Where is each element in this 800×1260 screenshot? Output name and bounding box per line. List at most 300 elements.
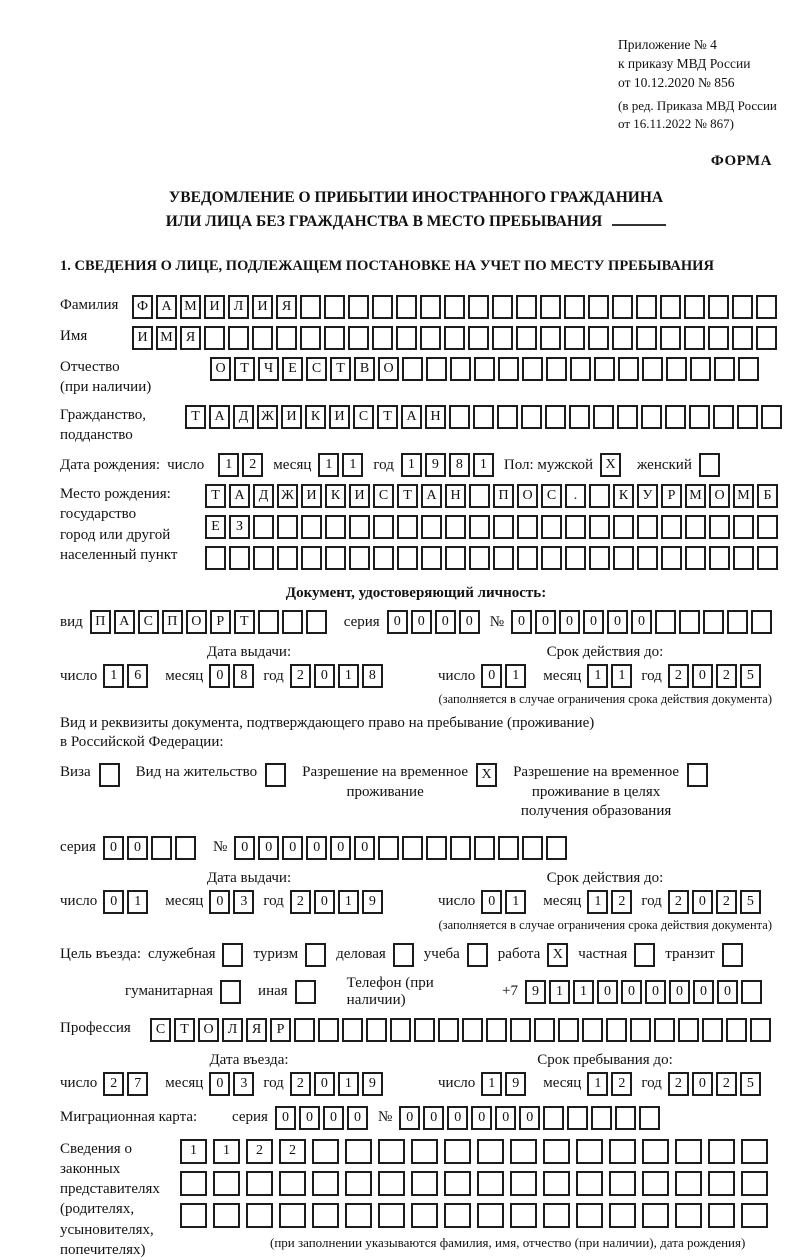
identity-issue-day-input[interactable] — [103, 664, 151, 688]
char-cell[interactable]: 1 — [318, 453, 339, 477]
char-cell[interactable]: П — [162, 610, 183, 634]
birthplace-line3-input[interactable] — [205, 546, 781, 570]
char-cell[interactable] — [685, 515, 706, 539]
char-cell[interactable] — [438, 1018, 459, 1042]
char-cell[interactable] — [534, 1018, 555, 1042]
char-cell[interactable] — [543, 1171, 570, 1196]
char-cell[interactable] — [708, 295, 729, 319]
char-cell[interactable] — [378, 836, 399, 860]
char-cell[interactable] — [564, 326, 585, 350]
identity-valid-year-input[interactable] — [668, 664, 764, 688]
char-cell[interactable] — [591, 1106, 612, 1130]
char-cell[interactable] — [402, 357, 423, 381]
char-cell[interactable] — [469, 484, 490, 508]
stay-day-input[interactable] — [481, 1072, 529, 1096]
identity-doc-type-input[interactable] — [90, 610, 330, 634]
char-cell[interactable]: В — [354, 357, 375, 381]
resident-issue-day-input[interactable] — [103, 890, 151, 914]
char-cell[interactable]: 0 — [559, 610, 580, 634]
char-cell[interactable] — [486, 1018, 507, 1042]
char-cell[interactable] — [521, 405, 542, 429]
char-cell[interactable]: Я — [180, 326, 201, 350]
char-cell[interactable]: Б — [757, 484, 778, 508]
identity-number-input[interactable] — [511, 610, 775, 634]
char-cell[interactable]: 0 — [314, 890, 335, 914]
purpose-study-checkbox[interactable] — [467, 943, 491, 967]
char-cell[interactable] — [349, 515, 370, 539]
char-cell[interactable]: 1 — [587, 664, 608, 688]
char-cell[interactable] — [751, 610, 772, 634]
char-cell[interactable]: 2 — [290, 664, 311, 688]
char-cell[interactable]: М — [180, 295, 201, 319]
char-cell[interactable] — [492, 295, 513, 319]
char-cell[interactable] — [713, 405, 734, 429]
char-cell[interactable] — [558, 1018, 579, 1042]
representatives-line3-input[interactable] — [180, 1203, 774, 1228]
char-cell[interactable]: О — [198, 1018, 219, 1042]
char-cell[interactable]: 0 — [314, 664, 335, 688]
char-cell[interactable] — [618, 357, 639, 381]
char-cell[interactable]: С — [138, 610, 159, 634]
char-cell[interactable] — [654, 1018, 675, 1042]
char-cell[interactable]: 0 — [258, 836, 279, 860]
char-cell[interactable] — [714, 357, 735, 381]
char-cell[interactable]: 0 — [669, 980, 690, 1004]
char-cell[interactable] — [733, 515, 754, 539]
char-cell[interactable]: Н — [445, 484, 466, 508]
migration-seriya-input[interactable] — [275, 1106, 371, 1130]
char-cell[interactable]: 1 — [587, 1072, 608, 1096]
char-cell[interactable]: Т — [397, 484, 418, 508]
char-cell[interactable] — [420, 295, 441, 319]
char-cell[interactable] — [246, 1171, 273, 1196]
char-cell[interactable] — [397, 515, 418, 539]
char-cell[interactable]: 0 — [645, 980, 666, 1004]
char-cell[interactable] — [180, 1171, 207, 1196]
char-cell[interactable]: Т — [377, 405, 398, 429]
char-cell[interactable] — [372, 295, 393, 319]
char-cell[interactable]: 0 — [717, 980, 738, 1004]
char-cell[interactable] — [617, 405, 638, 429]
char-cell[interactable] — [510, 1018, 531, 1042]
char-cell[interactable]: К — [325, 484, 346, 508]
char-cell[interactable] — [699, 453, 720, 477]
char-cell[interactable] — [444, 326, 465, 350]
char-cell[interactable]: 2 — [103, 1072, 124, 1096]
char-cell[interactable]: 0 — [103, 836, 124, 860]
char-cell[interactable] — [151, 836, 172, 860]
char-cell[interactable]: 0 — [299, 1106, 320, 1130]
char-cell[interactable] — [709, 515, 730, 539]
purpose-transit-checkbox[interactable] — [722, 943, 746, 967]
char-cell[interactable] — [708, 1171, 735, 1196]
char-cell[interactable]: 2 — [716, 1072, 737, 1096]
char-cell[interactable]: У — [637, 484, 658, 508]
char-cell[interactable] — [348, 326, 369, 350]
char-cell[interactable] — [325, 546, 346, 570]
char-cell[interactable] — [312, 1203, 339, 1228]
char-cell[interactable] — [204, 326, 225, 350]
char-cell[interactable] — [220, 980, 241, 1004]
char-cell[interactable]: . — [565, 484, 586, 508]
char-cell[interactable]: 0 — [447, 1106, 468, 1130]
char-cell[interactable]: 2 — [716, 664, 737, 688]
char-cell[interactable] — [666, 357, 687, 381]
char-cell[interactable] — [349, 546, 370, 570]
char-cell[interactable] — [546, 836, 567, 860]
char-cell[interactable]: И — [204, 295, 225, 319]
char-cell[interactable]: О — [186, 610, 207, 634]
char-cell[interactable] — [543, 1203, 570, 1228]
char-cell[interactable] — [300, 295, 321, 319]
char-cell[interactable] — [469, 515, 490, 539]
char-cell[interactable] — [493, 546, 514, 570]
char-cell[interactable]: И — [349, 484, 370, 508]
char-cell[interactable]: 0 — [511, 610, 532, 634]
char-cell[interactable]: И — [301, 484, 322, 508]
char-cell[interactable] — [348, 295, 369, 319]
char-cell[interactable] — [684, 295, 705, 319]
birth-day-input[interactable] — [218, 453, 266, 477]
char-cell[interactable]: М — [685, 484, 706, 508]
char-cell[interactable]: 9 — [525, 980, 546, 1004]
char-cell[interactable] — [564, 295, 585, 319]
char-cell[interactable] — [741, 1171, 768, 1196]
char-cell[interactable] — [540, 295, 561, 319]
char-cell[interactable] — [477, 1203, 504, 1228]
char-cell[interactable] — [732, 295, 753, 319]
char-cell[interactable] — [588, 295, 609, 319]
char-cell[interactable] — [609, 1171, 636, 1196]
char-cell[interactable]: А — [209, 405, 230, 429]
char-cell[interactable]: 0 — [692, 890, 713, 914]
char-cell[interactable] — [462, 1018, 483, 1042]
char-cell[interactable]: Т — [330, 357, 351, 381]
sex-male-checkbox[interactable] — [600, 453, 624, 477]
char-cell[interactable] — [468, 295, 489, 319]
resident-number-input[interactable] — [234, 836, 570, 860]
char-cell[interactable] — [543, 1106, 564, 1130]
char-cell[interactable]: 0 — [347, 1106, 368, 1130]
char-cell[interactable] — [613, 546, 634, 570]
char-cell[interactable] — [756, 326, 777, 350]
char-cell[interactable] — [576, 1139, 603, 1164]
char-cell[interactable] — [265, 763, 286, 787]
char-cell[interactable]: 2 — [611, 1072, 632, 1096]
char-cell[interactable] — [306, 610, 327, 634]
char-cell[interactable] — [606, 1018, 627, 1042]
char-cell[interactable] — [545, 405, 566, 429]
char-cell[interactable] — [609, 1139, 636, 1164]
purpose-official-checkbox[interactable] — [222, 943, 246, 967]
char-cell[interactable] — [675, 1139, 702, 1164]
char-cell[interactable]: П — [493, 484, 514, 508]
char-cell[interactable] — [708, 326, 729, 350]
char-cell[interactable] — [277, 546, 298, 570]
char-cell[interactable] — [180, 1203, 207, 1228]
char-cell[interactable]: 0 — [387, 610, 408, 634]
char-cell[interactable]: 0 — [692, 664, 713, 688]
char-cell[interactable] — [565, 515, 586, 539]
char-cell[interactable]: 0 — [481, 890, 502, 914]
char-cell[interactable]: И — [329, 405, 350, 429]
entry-year-input[interactable] — [290, 1072, 386, 1096]
char-cell[interactable] — [570, 357, 591, 381]
purpose-private-checkbox[interactable] — [634, 943, 658, 967]
char-cell[interactable]: И — [281, 405, 302, 429]
char-cell[interactable]: 0 — [535, 610, 556, 634]
char-cell[interactable] — [445, 515, 466, 539]
char-cell[interactable] — [469, 546, 490, 570]
char-cell[interactable]: 1 — [549, 980, 570, 1004]
resident-valid-year-input[interactable] — [668, 890, 764, 914]
char-cell[interactable] — [492, 326, 513, 350]
char-cell[interactable]: Ж — [257, 405, 278, 429]
char-cell[interactable]: 1 — [338, 890, 359, 914]
representatives-line2-input[interactable] — [180, 1171, 774, 1196]
char-cell[interactable] — [276, 326, 297, 350]
char-cell[interactable]: 1 — [103, 664, 124, 688]
char-cell[interactable] — [637, 515, 658, 539]
char-cell[interactable] — [593, 405, 614, 429]
residence-permit-checkbox[interactable] — [265, 763, 289, 787]
char-cell[interactable] — [450, 836, 471, 860]
char-cell[interactable] — [637, 546, 658, 570]
char-cell[interactable] — [253, 515, 274, 539]
name-input[interactable] — [132, 326, 780, 350]
char-cell[interactable]: Я — [246, 1018, 267, 1042]
char-cell[interactable]: А — [156, 295, 177, 319]
char-cell[interactable] — [750, 1018, 771, 1042]
char-cell[interactable]: 1 — [338, 1072, 359, 1096]
char-cell[interactable] — [522, 357, 543, 381]
char-cell[interactable] — [498, 836, 519, 860]
sex-female-checkbox[interactable] — [699, 453, 723, 477]
char-cell[interactable]: Д — [233, 405, 254, 429]
char-cell[interactable] — [246, 1203, 273, 1228]
temp-residence-checkbox[interactable] — [476, 763, 500, 787]
char-cell[interactable]: 0 — [435, 610, 456, 634]
identity-issue-month-input[interactable] — [209, 664, 257, 688]
char-cell[interactable] — [474, 836, 495, 860]
char-cell[interactable]: Т — [205, 484, 226, 508]
char-cell[interactable] — [522, 836, 543, 860]
char-cell[interactable] — [543, 1139, 570, 1164]
char-cell[interactable] — [660, 326, 681, 350]
char-cell[interactable]: 2 — [668, 890, 689, 914]
char-cell[interactable]: И — [252, 295, 273, 319]
resident-seriya-input[interactable] — [103, 836, 199, 860]
char-cell[interactable] — [639, 1106, 660, 1130]
purpose-humanitarian-checkbox[interactable] — [220, 980, 244, 1004]
char-cell[interactable]: Т — [185, 405, 206, 429]
char-cell[interactable]: 1 — [342, 453, 363, 477]
char-cell[interactable]: С — [150, 1018, 171, 1042]
char-cell[interactable] — [396, 326, 417, 350]
char-cell[interactable] — [99, 763, 120, 787]
char-cell[interactable]: 8 — [233, 664, 254, 688]
char-cell[interactable] — [567, 1106, 588, 1130]
char-cell[interactable] — [373, 515, 394, 539]
char-cell[interactable]: X — [476, 763, 497, 787]
char-cell[interactable] — [477, 1139, 504, 1164]
char-cell[interactable]: Т — [234, 610, 255, 634]
char-cell[interactable] — [565, 546, 586, 570]
char-cell[interactable]: 0 — [354, 836, 375, 860]
char-cell[interactable]: Т — [174, 1018, 195, 1042]
char-cell[interactable]: 0 — [323, 1106, 344, 1130]
char-cell[interactable]: 3 — [233, 1072, 254, 1096]
char-cell[interactable] — [301, 515, 322, 539]
char-cell[interactable] — [609, 1203, 636, 1228]
char-cell[interactable] — [582, 1018, 603, 1042]
char-cell[interactable] — [689, 405, 710, 429]
char-cell[interactable] — [678, 1018, 699, 1042]
char-cell[interactable] — [733, 546, 754, 570]
char-cell[interactable] — [312, 1171, 339, 1196]
char-cell[interactable] — [421, 515, 442, 539]
char-cell[interactable]: 0 — [209, 890, 230, 914]
char-cell[interactable]: Е — [282, 357, 303, 381]
char-cell[interactable] — [252, 326, 273, 350]
char-cell[interactable]: 1 — [338, 664, 359, 688]
char-cell[interactable] — [738, 357, 759, 381]
char-cell[interactable] — [366, 1018, 387, 1042]
char-cell[interactable]: 2 — [290, 890, 311, 914]
char-cell[interactable] — [757, 515, 778, 539]
char-cell[interactable] — [414, 1018, 435, 1042]
char-cell[interactable] — [612, 326, 633, 350]
char-cell[interactable] — [477, 1171, 504, 1196]
char-cell[interactable]: 5 — [740, 664, 761, 688]
representatives-line1-input[interactable] — [180, 1139, 774, 1164]
char-cell[interactable] — [684, 326, 705, 350]
char-cell[interactable]: Н — [425, 405, 446, 429]
char-cell[interactable] — [756, 295, 777, 319]
char-cell[interactable]: 0 — [234, 836, 255, 860]
migration-number-input[interactable] — [399, 1106, 663, 1130]
char-cell[interactable] — [468, 326, 489, 350]
char-cell[interactable] — [345, 1171, 372, 1196]
char-cell[interactable] — [642, 1139, 669, 1164]
char-cell[interactable]: 2 — [668, 1072, 689, 1096]
char-cell[interactable]: 0 — [282, 836, 303, 860]
char-cell[interactable] — [541, 515, 562, 539]
char-cell[interactable] — [324, 326, 345, 350]
char-cell[interactable] — [228, 326, 249, 350]
char-cell[interactable] — [213, 1203, 240, 1228]
char-cell[interactable] — [690, 357, 711, 381]
char-cell[interactable]: 1 — [505, 890, 526, 914]
purpose-tourism-checkbox[interactable] — [305, 943, 329, 967]
char-cell[interactable] — [305, 943, 326, 967]
char-cell[interactable]: 1 — [180, 1139, 207, 1164]
char-cell[interactable]: 0 — [607, 610, 628, 634]
char-cell[interactable] — [467, 943, 488, 967]
char-cell[interactable] — [426, 836, 447, 860]
char-cell[interactable] — [312, 1139, 339, 1164]
char-cell[interactable] — [589, 515, 610, 539]
char-cell[interactable] — [675, 1171, 702, 1196]
char-cell[interactable] — [510, 1171, 537, 1196]
char-cell[interactable]: А — [114, 610, 135, 634]
char-cell[interactable] — [300, 326, 321, 350]
char-cell[interactable] — [665, 405, 686, 429]
char-cell[interactable]: А — [229, 484, 250, 508]
char-cell[interactable]: 2 — [668, 664, 689, 688]
char-cell[interactable] — [741, 1139, 768, 1164]
temp-residence-edu-checkbox[interactable] — [687, 763, 711, 787]
char-cell[interactable]: Р — [210, 610, 231, 634]
char-cell[interactable]: 1 — [587, 890, 608, 914]
char-cell[interactable] — [497, 405, 518, 429]
char-cell[interactable] — [498, 357, 519, 381]
char-cell[interactable]: О — [517, 484, 538, 508]
identity-valid-day-input[interactable] — [481, 664, 529, 688]
stay-year-input[interactable] — [668, 1072, 764, 1096]
char-cell[interactable]: Ч — [258, 357, 279, 381]
identity-seriya-input[interactable] — [387, 610, 483, 634]
char-cell[interactable]: 0 — [597, 980, 618, 1004]
char-cell[interactable]: 0 — [423, 1106, 444, 1130]
char-cell[interactable] — [277, 515, 298, 539]
char-cell[interactable] — [741, 980, 762, 1004]
char-cell[interactable] — [426, 357, 447, 381]
char-cell[interactable]: 0 — [583, 610, 604, 634]
purpose-other-checkbox[interactable] — [295, 980, 319, 1004]
char-cell[interactable] — [205, 546, 226, 570]
char-cell[interactable] — [642, 1203, 669, 1228]
char-cell[interactable] — [279, 1203, 306, 1228]
char-cell[interactable]: С — [541, 484, 562, 508]
char-cell[interactable] — [295, 980, 316, 1004]
char-cell[interactable] — [661, 546, 682, 570]
char-cell[interactable] — [279, 1171, 306, 1196]
char-cell[interactable]: О — [378, 357, 399, 381]
char-cell[interactable] — [589, 484, 610, 508]
char-cell[interactable] — [703, 610, 724, 634]
char-cell[interactable] — [411, 1139, 438, 1164]
char-cell[interactable]: П — [90, 610, 111, 634]
char-cell[interactable]: 5 — [740, 1072, 761, 1096]
char-cell[interactable] — [325, 515, 346, 539]
char-cell[interactable] — [420, 326, 441, 350]
char-cell[interactable] — [397, 546, 418, 570]
char-cell[interactable]: К — [613, 484, 634, 508]
char-cell[interactable] — [258, 610, 279, 634]
char-cell[interactable]: Т — [234, 357, 255, 381]
char-cell[interactable] — [474, 357, 495, 381]
birthplace-line1-input[interactable] — [205, 484, 781, 508]
char-cell[interactable]: 7 — [127, 1072, 148, 1096]
char-cell[interactable]: 0 — [209, 1072, 230, 1096]
char-cell[interactable]: 1 — [481, 1072, 502, 1096]
resident-valid-month-input[interactable] — [587, 890, 635, 914]
char-cell[interactable] — [709, 546, 730, 570]
char-cell[interactable]: 0 — [495, 1106, 516, 1130]
surname-input[interactable] — [132, 295, 780, 319]
char-cell[interactable] — [324, 295, 345, 319]
resident-valid-day-input[interactable] — [481, 890, 529, 914]
char-cell[interactable]: С — [373, 484, 394, 508]
char-cell[interactable]: 0 — [459, 610, 480, 634]
char-cell[interactable]: Ф — [132, 295, 153, 319]
char-cell[interactable]: 8 — [449, 453, 470, 477]
char-cell[interactable] — [569, 405, 590, 429]
char-cell[interactable] — [510, 1203, 537, 1228]
char-cell[interactable] — [345, 1203, 372, 1228]
char-cell[interactable] — [634, 943, 655, 967]
